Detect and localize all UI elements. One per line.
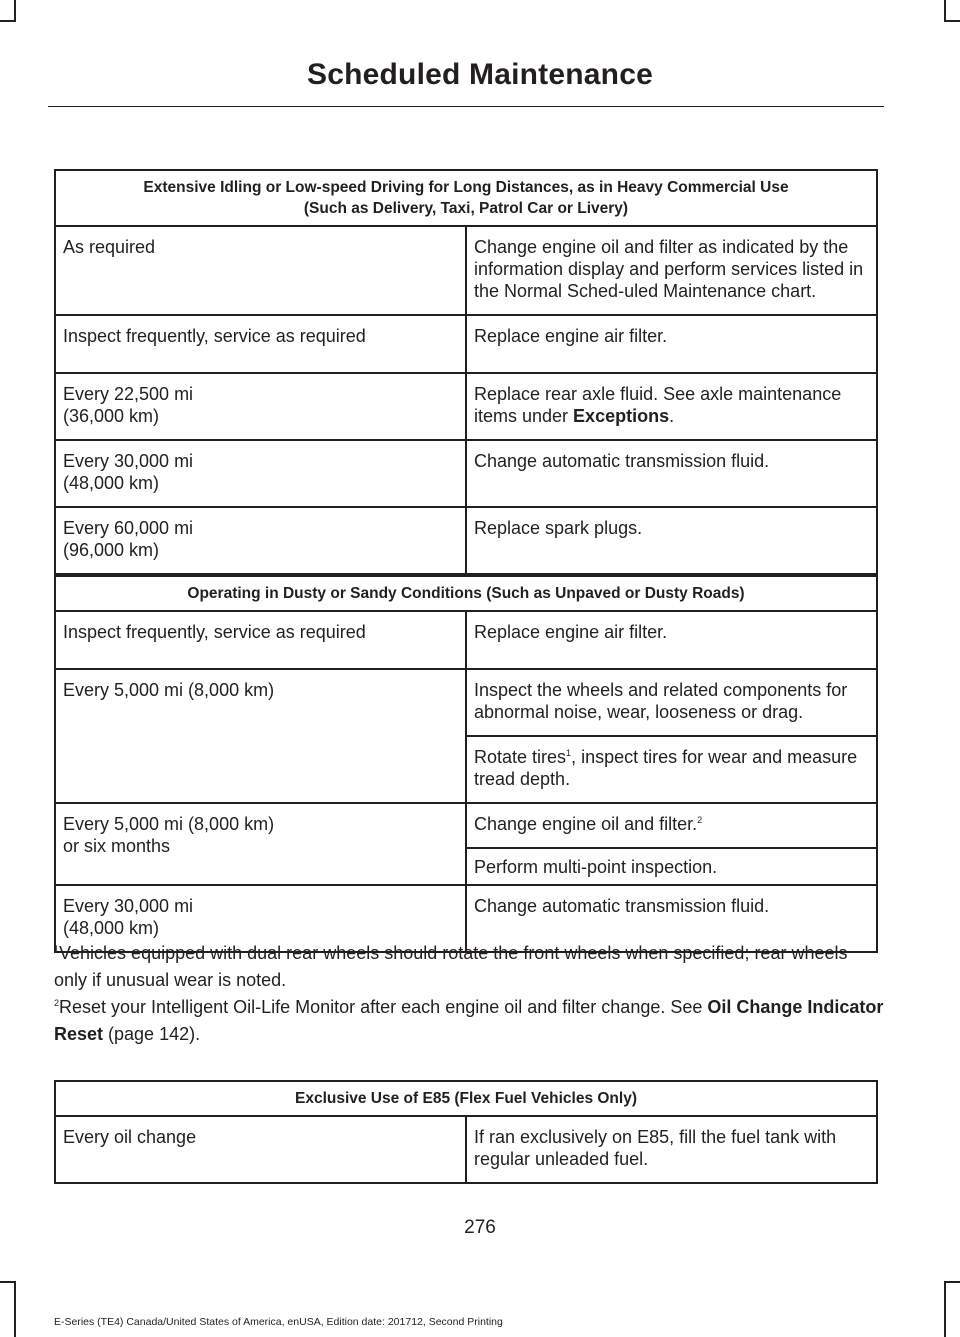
interval-cell: Every 5,000 mi (8,000 km) — [55, 669, 466, 803]
interval-cell: Inspect frequently, service as required — [55, 611, 466, 669]
crop-mark — [0, 20, 16, 22]
action-cell: Replace engine air filter. — [466, 315, 877, 373]
crop-mark — [944, 1281, 960, 1283]
table-heading: Exclusive Use of E85 (Flex Fuel Vehicles Only) — [55, 1081, 877, 1116]
action-cell: Perform multi-point inspection. — [466, 848, 877, 885]
table-heading: Operating in Dusty or Sandy Conditions (Such as Unpaved or Dusty Roads) — [55, 576, 877, 611]
footnote-2: $^2$Reset your Intelligent Oil-Life Monitor after each engine oil and filter change. See Oil Change Indicator Reset (page 142). — [54, 997, 884, 1044]
title-divider — [48, 106, 884, 107]
action-cell: If ran exclusively on E85, fill the fuel tank with regular unleaded fuel. — [466, 1116, 877, 1183]
table-heading: Extensive Idling or Low-speed Driving for Long Distances, as in Heavy Commercial Use (Such as Delivery, Taxi, Patrol Car or Livery) — [55, 170, 877, 226]
table-row — [55, 440, 877, 507]
interval-cell: Every 22,500 mi (36,000 km) — [55, 373, 466, 440]
table-heading-row — [55, 1081, 877, 1116]
table-heading-row — [55, 170, 877, 226]
interval-cell: Every 30,000 mi (48,000 km) — [55, 885, 466, 952]
interval-cell: Inspect frequently, service as required — [55, 315, 466, 373]
interval-cell: Every 30,000 mi (48,000 km) — [55, 440, 466, 507]
interval-cell: Every 60,000 mi (96,000 km) — [55, 507, 466, 574]
interval-cell: Every 5,000 mi (8,000 km) or six months — [55, 803, 466, 885]
footnote-ref: 1 — [566, 748, 572, 758]
action-cell: Inspect the wheels and related components for abnormal noise, wear, looseness or drag. — [466, 669, 877, 736]
table-row — [55, 1116, 877, 1183]
interval-cell: As required — [55, 226, 466, 315]
table-row — [55, 226, 877, 315]
crop-mark — [944, 1281, 946, 1337]
oil-change-indicator-reset-link[interactable]: Oil Change Indicator Reset — [54, 997, 884, 1044]
table-row — [55, 803, 877, 848]
table-row — [55, 373, 877, 440]
table-heading-row — [55, 576, 877, 611]
crop-mark — [14, 0, 16, 20]
page-number: 276 — [464, 1217, 496, 1238]
crop-mark — [14, 1281, 16, 1337]
action-cell: Change automatic transmission fluid. — [466, 885, 877, 952]
action-cell: Change automatic transmission fluid. — [466, 440, 877, 507]
action-cell: Change engine oil and filter as indicated by the information display and perform services listed in the Normal Sched-uled Maintenance chart. — [466, 226, 877, 315]
action-cell: Rotate tires$^1$, inspect tires for wear and measure tread depth. — [466, 736, 877, 803]
crop-mark — [944, 0, 946, 20]
e85-table — [54, 1080, 878, 1184]
action-cell: Replace rear axle fluid. See axle maintenance items under Exceptions. — [466, 373, 877, 440]
action-cell: Change engine oil and filter.$^2$ — [466, 803, 877, 848]
edition-info: E-Series (TE4) Canada/United States of America, enUSA, Edition date: 201712, Second Printing — [54, 1316, 503, 1328]
table-row — [55, 611, 877, 669]
interval-cell: Every oil change — [55, 1116, 466, 1183]
footnote-1: $^1$Vehicles equipped with dual rear wheels should rotate the front wheels when specified; rear wheels only if unusual wear is noted. — [54, 943, 848, 990]
crop-mark — [944, 20, 960, 22]
action-cell: Replace engine air filter. — [466, 611, 877, 669]
page-title: Scheduled Maintenance — [307, 58, 653, 91]
footnote-ref: 2 — [697, 815, 703, 825]
table-row — [55, 669, 877, 736]
dusty-conditions-table — [54, 575, 878, 953]
table-row — [55, 315, 877, 373]
action-cell: Replace spark plugs. — [466, 507, 877, 574]
idling-schedule-table — [54, 169, 878, 575]
exceptions-link[interactable]: Exceptions — [573, 406, 670, 426]
table-row — [55, 507, 877, 574]
